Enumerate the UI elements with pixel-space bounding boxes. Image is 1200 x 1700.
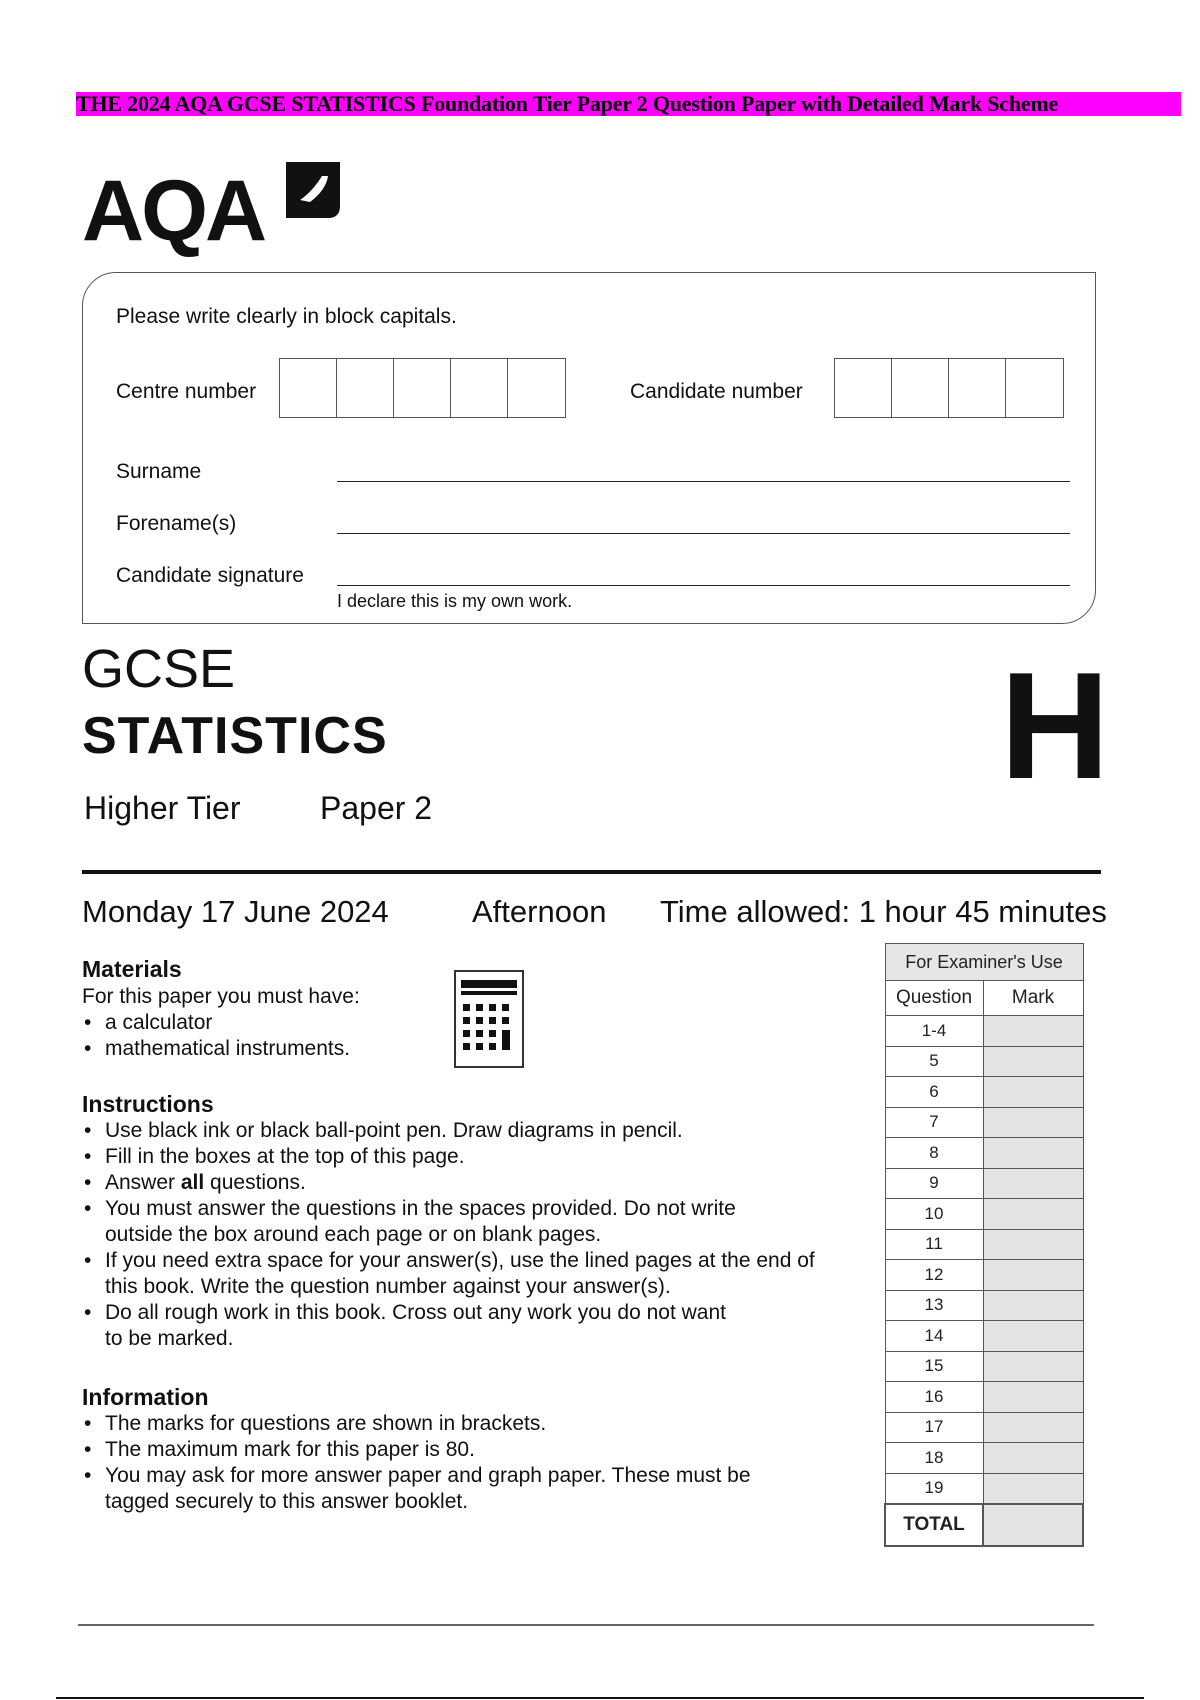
signature-label: Candidate signature [116, 564, 304, 587]
instructions-list [82, 1118, 815, 1352]
surname-label: Surname [116, 460, 202, 483]
table-row [885, 1351, 1083, 1382]
candidate-number-field[interactable] [834, 358, 1064, 418]
mark-cell [983, 1351, 1083, 1382]
question-number-cell: 11 [885, 1229, 983, 1260]
table-row [885, 1382, 1083, 1413]
mark-cell [983, 1382, 1083, 1413]
declaration-text: I declare this is my own work. [337, 591, 573, 611]
tier-label: Higher Tier [84, 790, 241, 826]
mark-cell [983, 1168, 1083, 1199]
list-item [82, 1300, 815, 1352]
question-number-cell: 17 [885, 1412, 983, 1443]
examiners-use-table [884, 943, 1084, 1547]
page-bottom-rule [56, 1697, 1144, 1699]
mark-cell [983, 1138, 1083, 1169]
question-number-cell: 10 [885, 1199, 983, 1230]
centre-number-digit[interactable] [280, 359, 337, 417]
question-number-cell: 19 [885, 1473, 983, 1504]
list-item [82, 1248, 815, 1300]
question-number-cell: 6 [885, 1077, 983, 1108]
aqa-logo-mark-icon [282, 162, 340, 222]
subject-title: STATISTICS [82, 707, 388, 765]
list-item-line: • Do all rough work in this book. Cross out any work you do not want [105, 1301, 726, 1324]
table-row [885, 1412, 1083, 1443]
mark-cell [983, 1107, 1083, 1138]
table-row [885, 1077, 1083, 1108]
question-number-cell: 5 [885, 1046, 983, 1077]
list-item-line: outside the box around each page or on blank pages. [105, 1223, 602, 1246]
table-row [885, 1321, 1083, 1352]
instructions-heading: Instructions [82, 1091, 214, 1117]
question-number-cell: 15 [885, 1351, 983, 1382]
qualification-title: GCSE [82, 639, 236, 699]
materials-intro: For this paper you must have: [82, 985, 360, 1008]
candidate-number-digit[interactable] [835, 359, 892, 417]
centre-number-digit[interactable] [337, 359, 394, 417]
centre-number-digit[interactable] [508, 359, 565, 417]
table-row [885, 1443, 1083, 1474]
list-item-line: this book. Write the question number against your answer(s). [105, 1275, 671, 1298]
question-number-cell: 7 [885, 1107, 983, 1138]
table-row [885, 1199, 1083, 1230]
title-divider [82, 870, 1101, 874]
list-item: • mathematical instruments. [82, 1036, 350, 1062]
centre-number-digit[interactable] [451, 359, 508, 417]
calculator-icon [454, 970, 524, 1068]
mark-column-header: Mark [983, 981, 1083, 1016]
question-number-cell: 8 [885, 1138, 983, 1169]
exam-session: Afternoon [472, 894, 607, 929]
list-item: • The marks for questions are shown in brackets. [82, 1411, 751, 1437]
footer-divider [78, 1624, 1094, 1626]
table-row [885, 1229, 1083, 1260]
table-row [885, 1473, 1083, 1504]
question-number-cell: 12 [885, 1260, 983, 1291]
materials-list [82, 1010, 350, 1062]
information-heading: Information [82, 1384, 209, 1410]
answer-text: Answer [105, 1171, 181, 1194]
list-item: • a calculator [82, 1010, 350, 1036]
mark-cell [983, 1077, 1083, 1108]
question-number-cell: 18 [885, 1443, 983, 1474]
list-item: • Fill in the boxes at the top of this page. [82, 1144, 815, 1170]
question-number-cell: 14 [885, 1321, 983, 1352]
candidate-number-digit[interactable] [1006, 359, 1063, 417]
list-item-line: • If you need extra space for your answer(s), use the lined pages at the end of [105, 1249, 815, 1272]
candidate-number-digit[interactable] [949, 359, 1006, 417]
answer-all-emphasis: all [180, 1171, 205, 1194]
total-label: TOTAL [885, 1504, 983, 1546]
centre-number-digit[interactable] [394, 359, 451, 417]
table-row [885, 1138, 1083, 1169]
question-column-header: Question [885, 981, 983, 1016]
exam-date: Monday 17 June 2024 [82, 894, 389, 929]
list-item-line: • You may ask for more answer paper and graph paper. These must be [105, 1464, 751, 1487]
document-banner: THE 2024 AQA GCSE STATISTICS Foundation Tier Paper 2 Question Paper with Detailed Mark Scheme [76, 92, 1181, 116]
list-item-line: • You must answer the questions in the spaces provided. Do not write [105, 1197, 736, 1220]
question-number-cell: 16 [885, 1382, 983, 1413]
list-item-line: to be marked. [105, 1327, 234, 1350]
list-item-line: tagged securely to this answer booklet. [105, 1490, 469, 1513]
mark-cell [983, 1260, 1083, 1291]
table-row [885, 1016, 1083, 1047]
table-row [885, 1107, 1083, 1138]
mark-cell [983, 1412, 1083, 1443]
question-number-cell: 9 [885, 1168, 983, 1199]
candidate-number-label: Candidate number [630, 380, 803, 403]
forenames-label: Forename(s) [116, 512, 237, 535]
block-capitals-instruction: Please write clearly in block capitals. [116, 305, 457, 328]
list-item [82, 1463, 751, 1515]
question-rows [885, 1016, 1083, 1505]
list-item: • Use black ink or black ball-point pen. Draw diagrams in pencil. [82, 1118, 815, 1144]
centre-number-field[interactable] [279, 358, 566, 418]
mark-cell [983, 1473, 1083, 1504]
total-mark-cell [983, 1504, 1083, 1546]
aqa-logo-text: AQA [82, 163, 265, 259]
question-number-cell: 13 [885, 1290, 983, 1321]
forenames-field[interactable] [337, 533, 1070, 534]
candidate-number-digit[interactable] [892, 359, 949, 417]
list-item [82, 1170, 815, 1196]
list-item: • The maximum mark for this paper is 80. [82, 1437, 751, 1463]
mark-cell [983, 1290, 1083, 1321]
list-item [82, 1196, 815, 1248]
mark-cell [983, 1229, 1083, 1260]
paper-label: Paper 2 [320, 790, 433, 826]
mark-cell [983, 1199, 1083, 1230]
table-row [885, 1260, 1083, 1291]
question-number-cell: 1-4 [885, 1016, 983, 1047]
signature-field[interactable] [337, 585, 1070, 586]
surname-field[interactable] [337, 481, 1070, 482]
table-row [885, 1168, 1083, 1199]
table-row [885, 1046, 1083, 1077]
answer-text: questions. [204, 1171, 306, 1194]
table-row [885, 1290, 1083, 1321]
tier-letter: H [1000, 641, 1110, 811]
time-allowed: Time allowed: 1 hour 45 minutes [660, 894, 1107, 929]
examiners-use-title: For Examiner's Use [885, 944, 1083, 981]
mark-cell [983, 1443, 1083, 1474]
information-list [82, 1411, 751, 1515]
materials-heading: Materials [82, 956, 182, 982]
mark-cell [983, 1321, 1083, 1352]
centre-number-label: Centre number [116, 380, 257, 403]
mark-cell [983, 1016, 1083, 1047]
mark-cell [983, 1046, 1083, 1077]
